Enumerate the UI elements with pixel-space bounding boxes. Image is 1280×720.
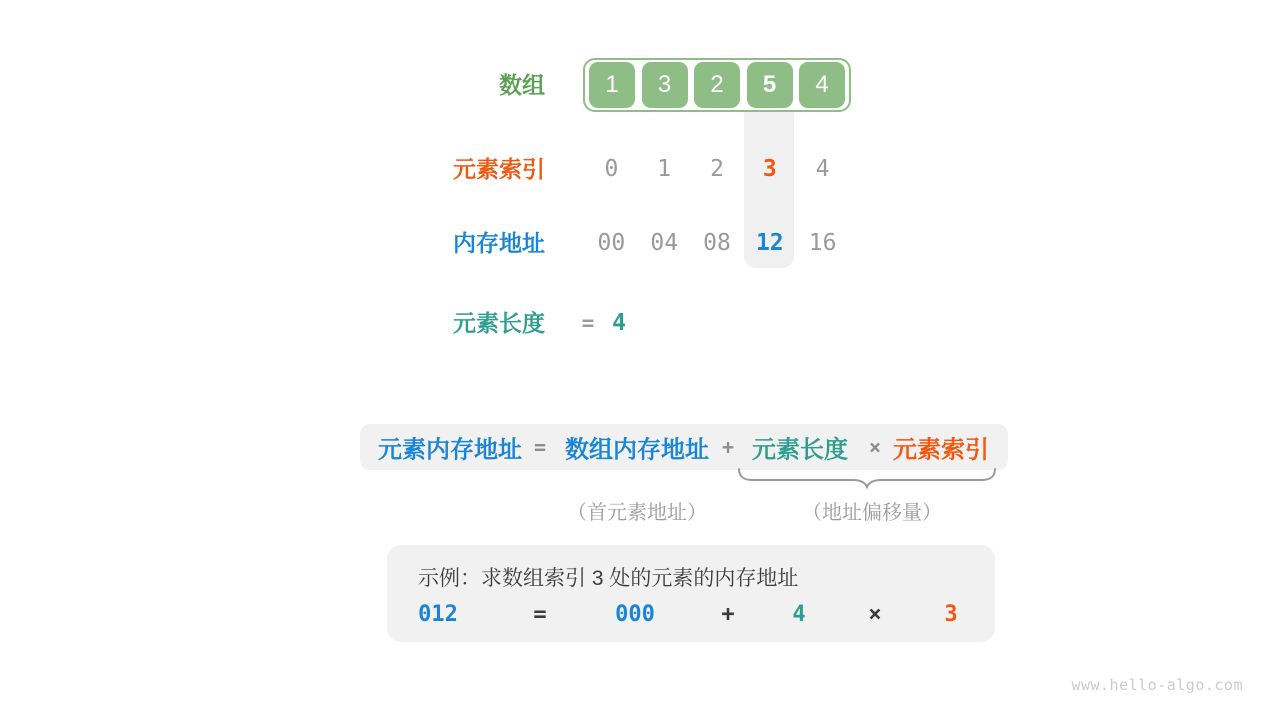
example-multiply-sign: ×: [868, 602, 882, 627]
array-cell-4: 4: [799, 62, 845, 108]
example-box: [387, 545, 995, 642]
formula-multiply-sign: ×: [868, 435, 882, 459]
address-value-0: 00: [597, 230, 626, 256]
array-row-label: 数组: [499, 72, 545, 98]
formula-pill: [360, 424, 1008, 470]
index-value-1: 1: [657, 156, 672, 182]
formula-term-element-index: 元素索引: [893, 436, 989, 464]
annotation-first-element-address: （首元素地址）: [567, 502, 707, 524]
length-row-label: 元素长度: [453, 310, 545, 336]
example-title: 示例：求数组索引 3 处的元素的内存地址: [418, 567, 799, 590]
formula-equals-sign: =: [533, 435, 547, 459]
array-cell-2: 2: [694, 62, 740, 108]
underbrace-icon: [737, 468, 997, 490]
address-value-4: 16: [808, 230, 837, 256]
example-length-value: 4: [792, 602, 806, 627]
address-row-values: [585, 226, 849, 260]
array-cell-1: 3: [642, 62, 688, 108]
address-value-2: 08: [703, 230, 731, 256]
index-row-values: [585, 152, 849, 186]
array-cell-0: 1: [589, 62, 635, 108]
annotation-address-offset: （地址偏移量）: [802, 502, 942, 524]
index-value-4: 4: [815, 156, 830, 182]
index-value-2: 2: [710, 156, 724, 182]
length-value: 4: [612, 310, 626, 336]
array-container: [583, 58, 851, 112]
index-row-label: 元素索引: [453, 156, 545, 182]
formula-plus-sign: +: [721, 435, 735, 459]
address-row-label: 内存地址: [453, 230, 545, 256]
example-base-address: 000: [615, 602, 655, 627]
example-result-address: 012: [418, 602, 458, 627]
array-cell-3-highlighted: 5: [747, 62, 793, 108]
address-value-1: 04: [650, 230, 679, 256]
watermark: www.hello-algo.com: [1071, 676, 1243, 694]
example-equals-sign: =: [533, 602, 547, 627]
formula-term-element-address: 元素内存地址: [378, 436, 522, 464]
formula-term-array-address: 数组内存地址: [565, 436, 709, 464]
index-value-3-highlighted: 3: [762, 156, 777, 182]
address-value-3-highlighted: 12: [755, 230, 784, 256]
formula-term-element-length: 元素长度: [752, 436, 848, 464]
example-index-value: 3: [944, 602, 958, 627]
example-plus-sign: +: [721, 602, 735, 627]
index-value-0: 0: [604, 156, 619, 182]
length-equals-sign: =: [581, 311, 595, 335]
